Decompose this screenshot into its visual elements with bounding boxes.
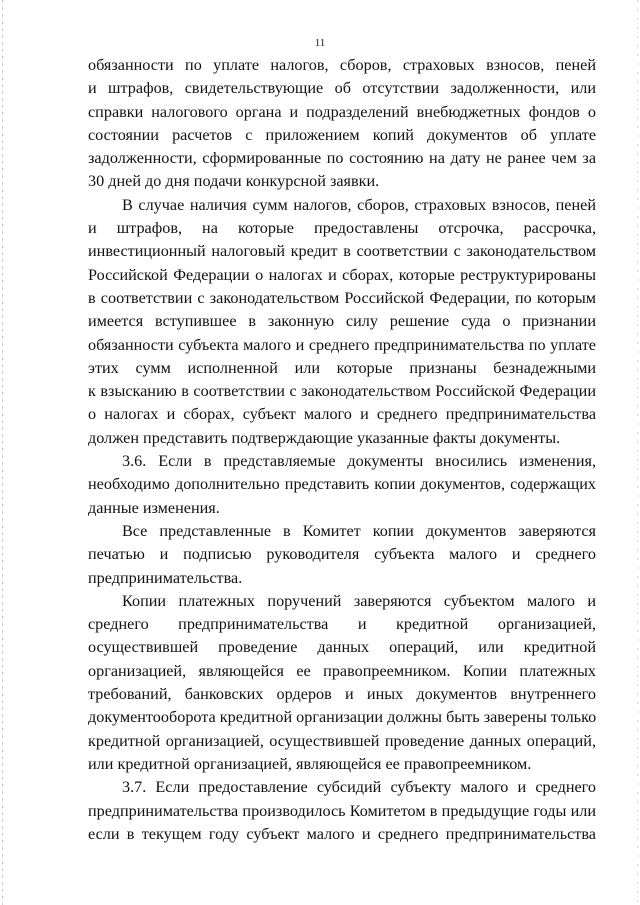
paragraph (88, 520, 596, 590)
text-line: Копии платежных поручений заверяются субъектом малого и (122, 591, 596, 610)
text-line: Все представленные в Комитет копии документов заверяются (122, 521, 596, 540)
text-line: должен представить подтверждающие указанные факты документы. (88, 428, 561, 447)
text-line: предпринимательства производилось Комитетом в предыдущие годы или (88, 801, 596, 820)
text-line: имеется вступившее в законную силу решение суда о признании (88, 312, 596, 331)
document-body (88, 54, 596, 846)
text-line: данные изменения. (88, 498, 220, 517)
paragraph (88, 450, 596, 520)
text-line: кредитной организацией, осуществившей проведение данных операций, (88, 731, 596, 750)
text-line: этих сумм исполненной или которые признаны безнадежными (88, 358, 596, 377)
paragraph (88, 590, 596, 776)
text-line: или кредитной организацией, являющейся ее правопреемником. (88, 754, 532, 773)
text-line: справки налогового органа и подразделений внебюджетных фондов о (88, 102, 596, 121)
text-line: документооборота кредитной организации должны быть заверены только (88, 708, 597, 727)
text-line: требований, банковских ордеров и иных документов внутреннего (88, 685, 596, 704)
text-line: необходимо дополнительно представить копии документов, содержащих (88, 475, 596, 494)
text-line: 3.6. Если в представляемые документы вносились изменения, (122, 452, 596, 471)
text-line: к взысканию в соответствии с законодательством Российской Федерации (88, 382, 596, 401)
text-line: предпринимательства. (88, 568, 243, 587)
text-line: Российской Федерации о налогах и сборах, которые реструктурированы (88, 265, 596, 284)
text-line: и штрафов, свидетельствующие об отсутствии задолженности, или (88, 79, 596, 98)
scan-edge-left (2, 0, 3, 905)
paragraph (88, 776, 596, 846)
text-line: и штрафов, на которые предоставлены отсрочка, рассрочка, (88, 219, 596, 238)
text-line: среднего предпринимательства и кредитной организацией, (88, 615, 596, 634)
scan-edge-right (637, 0, 638, 905)
text-line: о налогах и сборах, субъект малого и среднего предпринимательства (88, 405, 596, 424)
paragraph (88, 194, 596, 450)
text-line: 30 дней до дня подачи конкурсной заявки. (88, 172, 380, 191)
text-line: инвестиционный налоговый кредит в соответствии с законодательством (88, 242, 596, 261)
page-number: 11 (314, 37, 326, 49)
paragraph (88, 54, 596, 194)
text-line: 3.7. Если предоставление субсидий субъекту малого и среднего (122, 778, 596, 797)
text-line: обязанности по уплате налогов, сборов, страховых взносов, пеней (88, 56, 596, 74)
text-line: задолженности, сформированные по состоянию на дату не ранее чем за (88, 149, 596, 168)
text-line: если в текущем году субъект малого и среднего предпринимательства (88, 824, 596, 843)
text-line: В случае наличия сумм налогов, сборов, страховых взносов, пеней (122, 195, 596, 214)
text-line: осуществившей проведение данных операций, или кредитной (88, 638, 596, 657)
text-line: обязанности субъекта малого и среднего предпринимательства по уплате (88, 335, 596, 354)
text-line: состоянии расчетов с приложением копий документов об уплате (88, 125, 596, 144)
text-line: в соответствии с законодательством Российской Федерации, по которым (88, 288, 596, 307)
text-line: печатью и подписью руководителя субъекта малого и среднего (88, 545, 596, 564)
text-line: организацией, являющейся ее правопреемником. Копии платежных (88, 661, 596, 680)
